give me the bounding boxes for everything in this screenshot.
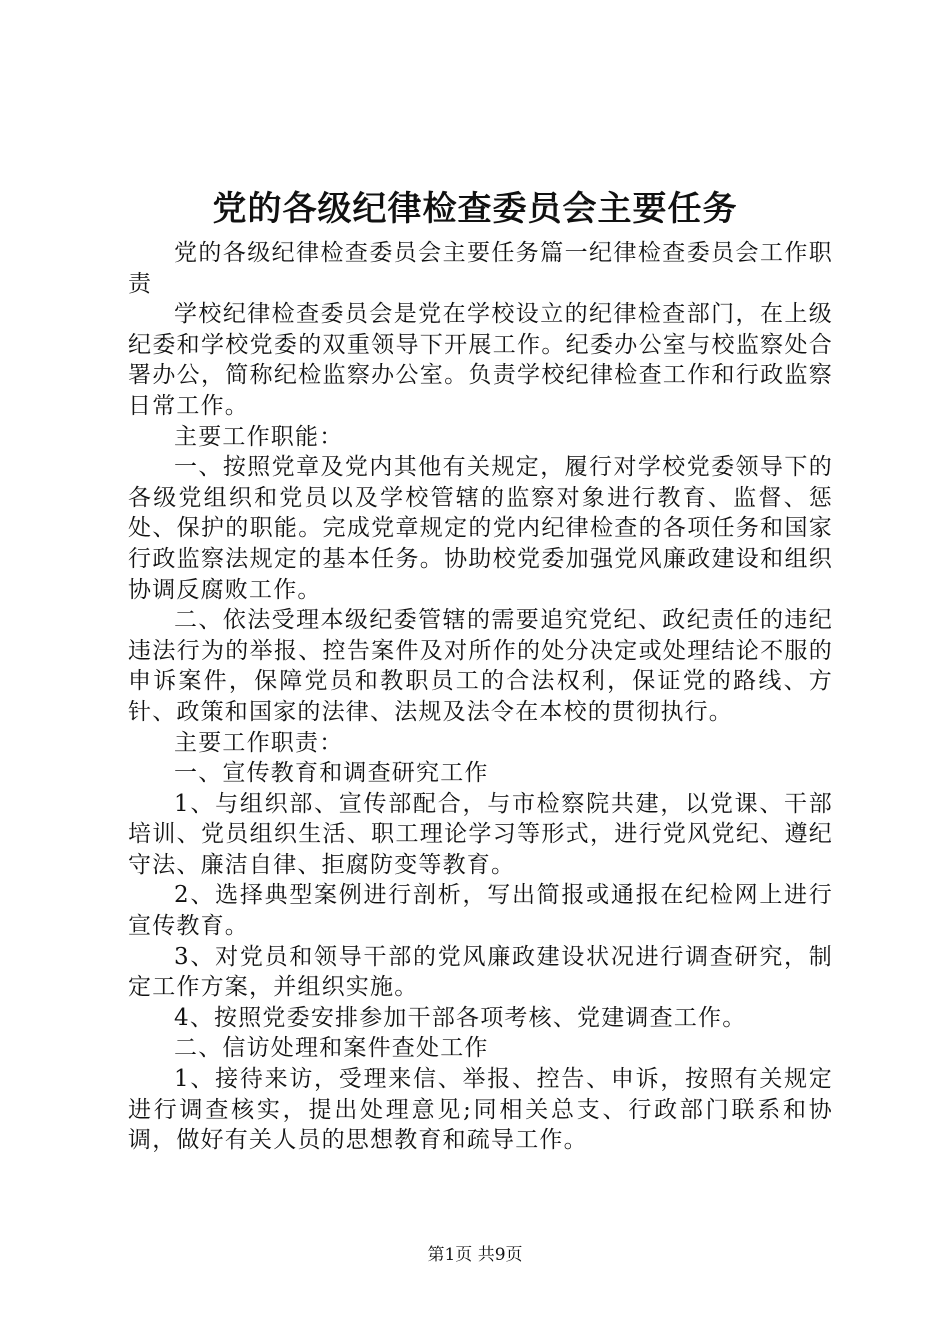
paragraph: 4、按照党委安排参加干部各项考核、党建调查工作。 (174, 1004, 747, 1031)
paragraph: 2、选择典型案例进行剖析，写出简报或通报在纪检网上进行宣传教育。 (128, 882, 833, 940)
paragraph: 3、对党员和领导干部的党风廉政建设状况进行调查研究，制定工作方案，并组织实施。 (128, 943, 833, 1001)
paragraph: 二、信访处理和案件查处工作 (174, 1035, 489, 1062)
paragraph: 学校纪律检查委员会是党在学校设立的纪律检查部门，在上级纪委和学校党委的双重领导下开展工作。纪委办公室与校监察处合署办公，简称纪检监察办公室。负责学校纪律检查工作和行政监察日常工作。 (128, 301, 833, 419)
paragraph: 主要工作职能： (174, 423, 344, 450)
paragraph: 1、接待来访，受理来信、举报、控告、申诉，按照有关规定进行调查核实，提出处理意见;同相关总支、行政部门联系和协调，做好有关人员的思想教育和疏导工作。 (128, 1066, 833, 1154)
paragraph: 一、按照党章及党内其他有关规定，履行对学校党委领导下的各级党组织和党员以及学校管辖的监察对象进行教育、监督、惩处、保护的职能。完成党章规定的党内纪律检查的各项任务和国家行政监察法规定的基本任务。协助校党委加强党风廉政建设和组织协调反腐败工作。 (128, 454, 833, 603)
paragraph: 一、宣传教育和调查研究工作 (174, 760, 489, 787)
paragraph: 二、依法受理本级纪委管辖的需要追究党纪、政纪责任的违纪违法行为的举报、控告案件及对所作的处分决定或处理结论不服的申诉案件，保障党员和教职员工的合法权利，保证党的路线、方针、政策和国家的法律、法规及法令在本校的贯彻执行。 (128, 607, 833, 725)
page-number-footer: 第1页 共9页 (427, 1245, 523, 1265)
document-title: 党的各级纪律检查委员会主要任务 (212, 189, 738, 229)
paragraph: 1、与组织部、宣传部配合，与市检察院共建，以党课、干部培训、党员组织生活、职工理论学习等形式，进行党风党纪、遵纪守法、廉洁自律、拒腐防变等教育。 (128, 790, 833, 878)
paragraph: 党的各级纪律检查委员会主要任务篇一纪律检查委员会工作职责 (128, 240, 833, 297)
document-body (128, 238, 833, 1156)
paragraph: 主要工作职责： (174, 729, 344, 756)
